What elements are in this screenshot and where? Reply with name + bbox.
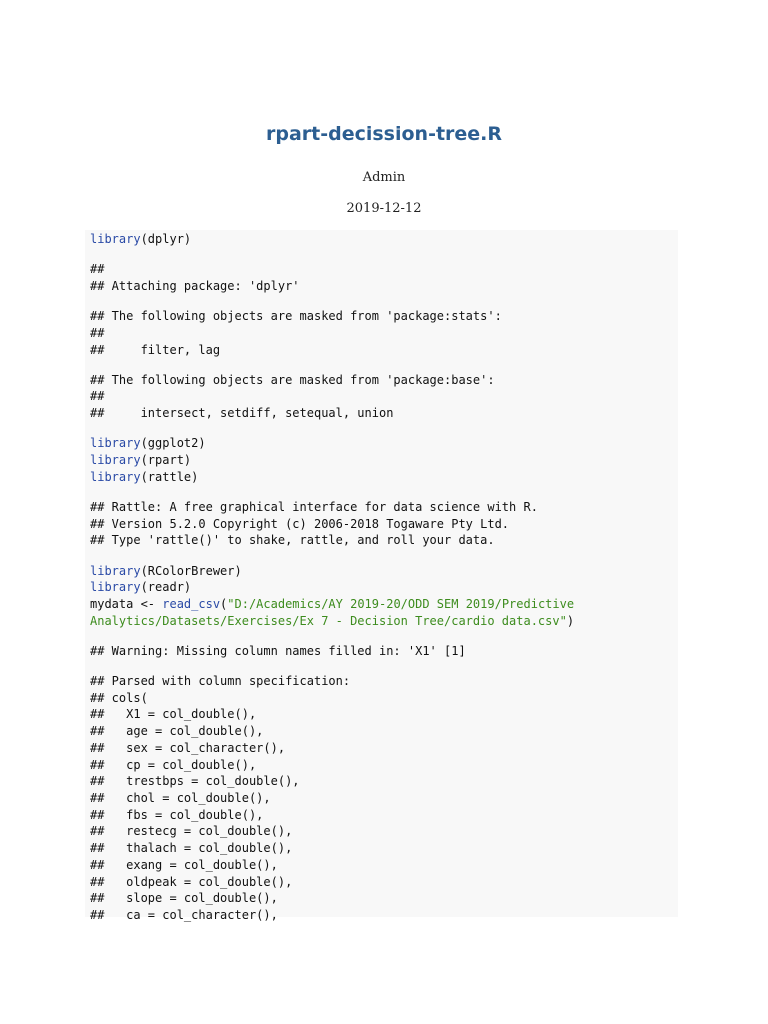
block-gap (90, 629, 678, 643)
block-gap (90, 422, 678, 436)
code-line (90, 579, 678, 596)
output-line: ## cp = col_double(), (90, 757, 257, 772)
code-line (90, 231, 678, 248)
string-literal: Analytics/Datasets/Exercises/Ex 7 - Decision Tree/cardio data.csv" (90, 613, 567, 628)
function-name: library (90, 232, 141, 246)
output-line: ## (90, 389, 105, 404)
code-line (90, 452, 678, 469)
code-line (90, 435, 678, 452)
function-args: (RColorBrewer) (140, 563, 242, 578)
code-line (90, 469, 678, 486)
output-line: ## ca = col_character(), (90, 907, 278, 922)
output-line: ## sex = col_character(), (90, 740, 286, 755)
output-line: ## oldpeak = col_double(), (90, 874, 293, 889)
document-author: Admin (362, 170, 406, 185)
output-line: ## Parsed with column specification: (90, 674, 351, 689)
output-line: ## exang = col_double(), (90, 857, 278, 872)
output-line: ## Rattle: A free graphical interface for data science with R. (90, 499, 538, 514)
output-line: ## Version 5.2.0 Copyright (c) 2006-2018 Togaware Pty Ltd. (90, 516, 510, 531)
function-args: (rattle) (140, 469, 199, 484)
output-line: ## The following objects are masked from 'package:stats': (90, 309, 502, 324)
paren: ) (566, 613, 575, 628)
function-name: library (90, 436, 141, 451)
output-line: ## trestbps = col_double(), (90, 774, 300, 789)
block-gap (90, 660, 678, 674)
output-line: ## age = col_double(), (90, 724, 264, 739)
function-args: (readr) (140, 580, 192, 595)
function-name: library (90, 563, 141, 578)
block-gap (90, 485, 678, 499)
function-name: library (90, 580, 141, 595)
code-line (90, 596, 678, 613)
output-line: ## X1 = col_double(), (90, 707, 257, 722)
document-title: rpart-decission-tree.R (265, 123, 503, 145)
paren: ( (220, 596, 228, 611)
output-line: ## Attaching package: 'dplyr' (90, 278, 300, 293)
code-listing (85, 230, 678, 924)
block-gap (90, 549, 678, 563)
output-line: ## filter, lag (90, 342, 221, 357)
output-line: ## fbs = col_double(), (90, 807, 264, 822)
string-literal: "D:/Academics/AY 2019-20/ODD SEM 2019/Predictive (227, 596, 575, 611)
block-gap (90, 248, 678, 262)
code-area (85, 230, 678, 922)
code-line (90, 613, 678, 630)
output-line: ## Type 'rattle()' to shake, rattle, and roll your data. (90, 533, 495, 548)
output-line: ## chol = col_double(), (90, 790, 271, 805)
block-gap (90, 295, 678, 309)
function-name: library (90, 469, 141, 484)
function-args: (ggplot2) (140, 436, 206, 451)
output-line: ## restecg = col_double(), (90, 824, 293, 839)
output-line: ## (90, 325, 105, 340)
function-name: read_csv (162, 596, 221, 611)
function-name: library (90, 453, 141, 468)
output-line: ## thalach = col_double(), (90, 841, 293, 856)
output-line: ## intersect, setdiff, setequal, union (90, 406, 394, 421)
function-args: (rpart) (140, 453, 192, 468)
output-line: ## The following objects are masked from 'package:base': (90, 372, 495, 387)
output-line: ## slope = col_double(), (90, 891, 278, 906)
output-line: ## cols( (90, 690, 148, 705)
output-line: ## Warning: Missing column names filled in: 'X1' [1] (90, 643, 466, 658)
block-gap (90, 358, 678, 372)
function-args: (dplyr) (140, 232, 192, 246)
output-line: ## (90, 262, 105, 277)
document-date: 2019-12-12 (346, 201, 422, 216)
code-line (90, 563, 678, 580)
assignment: mydata <- (90, 596, 163, 611)
